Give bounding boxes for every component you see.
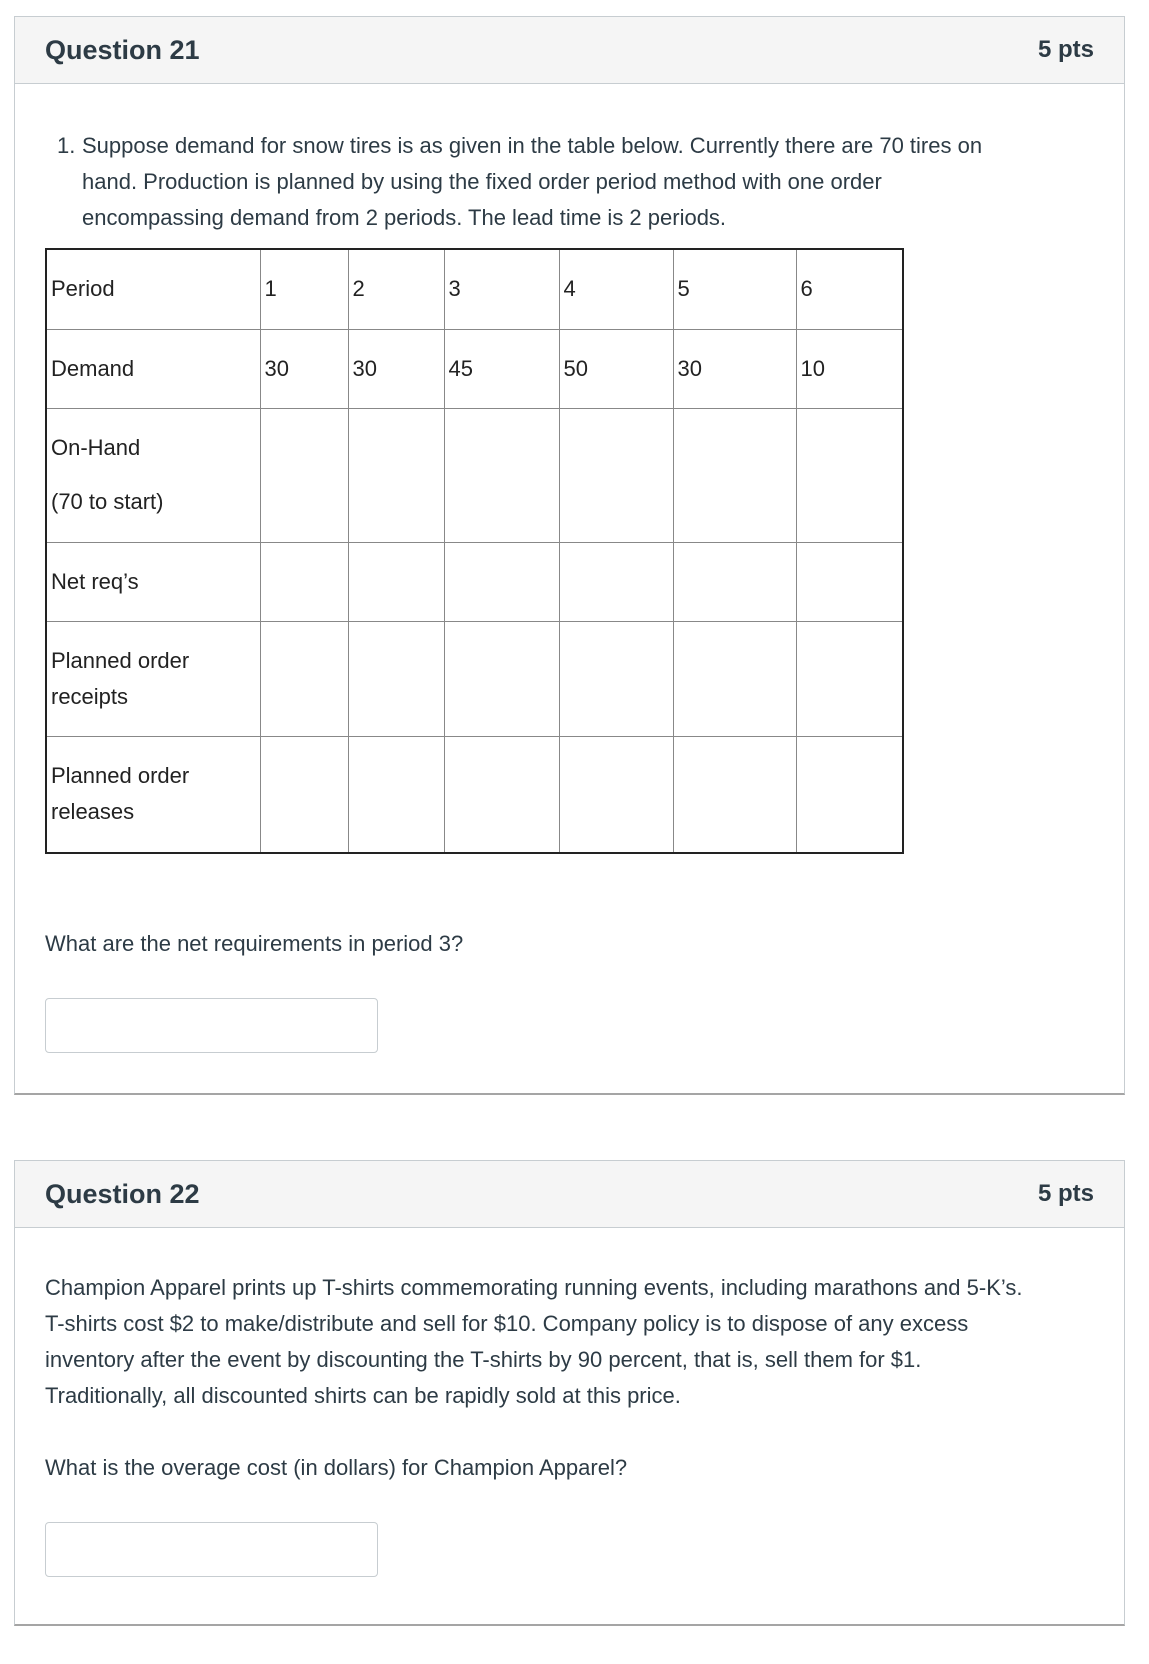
row-label-line: receipts [51, 683, 129, 709]
table-row [46, 736, 903, 853]
table-cell: 30 [673, 329, 796, 408]
table-row [46, 621, 903, 736]
row-label-line: Planned order [51, 763, 190, 789]
table-cell [559, 621, 673, 736]
table-row [46, 329, 903, 408]
table-cell [348, 408, 444, 542]
table-cell [559, 736, 673, 853]
table-cell: 6 [796, 249, 903, 329]
table-cell [260, 408, 348, 542]
row-label [46, 249, 260, 329]
row-label [46, 736, 260, 853]
table-cell [444, 736, 559, 853]
table-cell: 4 [559, 249, 673, 329]
table-cell [444, 542, 559, 621]
table-cell [796, 408, 903, 542]
table-cell [796, 621, 903, 736]
answer-input[interactable] [45, 1522, 378, 1577]
question-text-line: Champion Apparel prints up T-shirts commemorating running events, including marathons and 5-K’s. [45, 1275, 1023, 1300]
question-header [15, 1161, 1124, 1228]
table-row [46, 408, 903, 542]
question-text [45, 1270, 1094, 1414]
question-title: Question 21 [45, 35, 200, 65]
question-text-line: encompassing demand from 2 periods. The lead time is 2 periods. [82, 205, 727, 230]
table-cell [348, 621, 444, 736]
question-body [15, 1270, 1124, 1577]
question-text-line: hand. Production is planned by using the fixed order period method with one order [82, 169, 882, 194]
row-label-line: Demand [51, 355, 135, 381]
question-header [15, 17, 1124, 84]
row-label-line: Planned order [51, 647, 190, 673]
table-cell: 30 [260, 329, 348, 408]
table-cell: 10 [796, 329, 903, 408]
table-cell [348, 736, 444, 853]
mrp-table [45, 248, 904, 854]
table-cell [673, 408, 796, 542]
table-cell [260, 621, 348, 736]
table-row [46, 249, 903, 329]
question-points: 5 pts [1037, 36, 1094, 63]
table-cell [559, 542, 673, 621]
table-cell [260, 736, 348, 853]
table-cell [444, 408, 559, 542]
question-text-line: Suppose demand for snow tires is as given in the table below. Currently there are 70 tires on [82, 133, 983, 158]
question-body [15, 128, 1124, 1053]
table-cell: 30 [348, 329, 444, 408]
table-cell [444, 621, 559, 736]
table-cell: 5 [673, 249, 796, 329]
table-cell [260, 542, 348, 621]
table-cell: 50 [559, 329, 673, 408]
table-cell [796, 736, 903, 853]
question-title: Question 22 [45, 1179, 200, 1209]
table-cell: 2 [348, 249, 444, 329]
row-label [46, 542, 260, 621]
list-number: 1. [57, 133, 76, 158]
answer-input[interactable] [45, 998, 378, 1053]
question-22-card [14, 1160, 1125, 1626]
row-label-line: Period [51, 276, 115, 302]
row-label-line: releases [51, 799, 135, 825]
table-cell: 45 [444, 329, 559, 408]
question-text-line: T-shirts cost $2 to make/distribute and sell for $10. Company policy is to dispose of any excess [45, 1311, 969, 1336]
table-cell [673, 736, 796, 853]
table-cell [673, 621, 796, 736]
row-label-line: On-Hand [51, 435, 141, 460]
question-21-card [14, 16, 1125, 1095]
question-text [82, 128, 1094, 236]
table-row [46, 542, 903, 621]
table-cell [673, 542, 796, 621]
table-cell [796, 542, 903, 621]
question-list-item [45, 128, 1094, 236]
table-cell [559, 408, 673, 542]
question-text-line: inventory after the event by discounting the T-shirts by 90 percent, that is, sell them for $1. [45, 1347, 922, 1372]
table-cell: 1 [260, 249, 348, 329]
table-cell [348, 542, 444, 621]
row-label [46, 621, 260, 736]
row-label-line: Net req’s [51, 568, 139, 594]
table-cell: 3 [444, 249, 559, 329]
row-label [46, 329, 260, 408]
row-label [46, 408, 260, 542]
row-label-line: (70 to start) [51, 489, 164, 514]
question-prompt: What are the net requirements in period 3? [45, 931, 464, 956]
question-text-line: Traditionally, all discounted shirts can be rapidly sold at this price. [45, 1383, 681, 1408]
question-prompt: What is the overage cost (in dollars) for Champion Apparel? [45, 1455, 628, 1480]
question-points: 5 pts [1037, 1180, 1094, 1207]
